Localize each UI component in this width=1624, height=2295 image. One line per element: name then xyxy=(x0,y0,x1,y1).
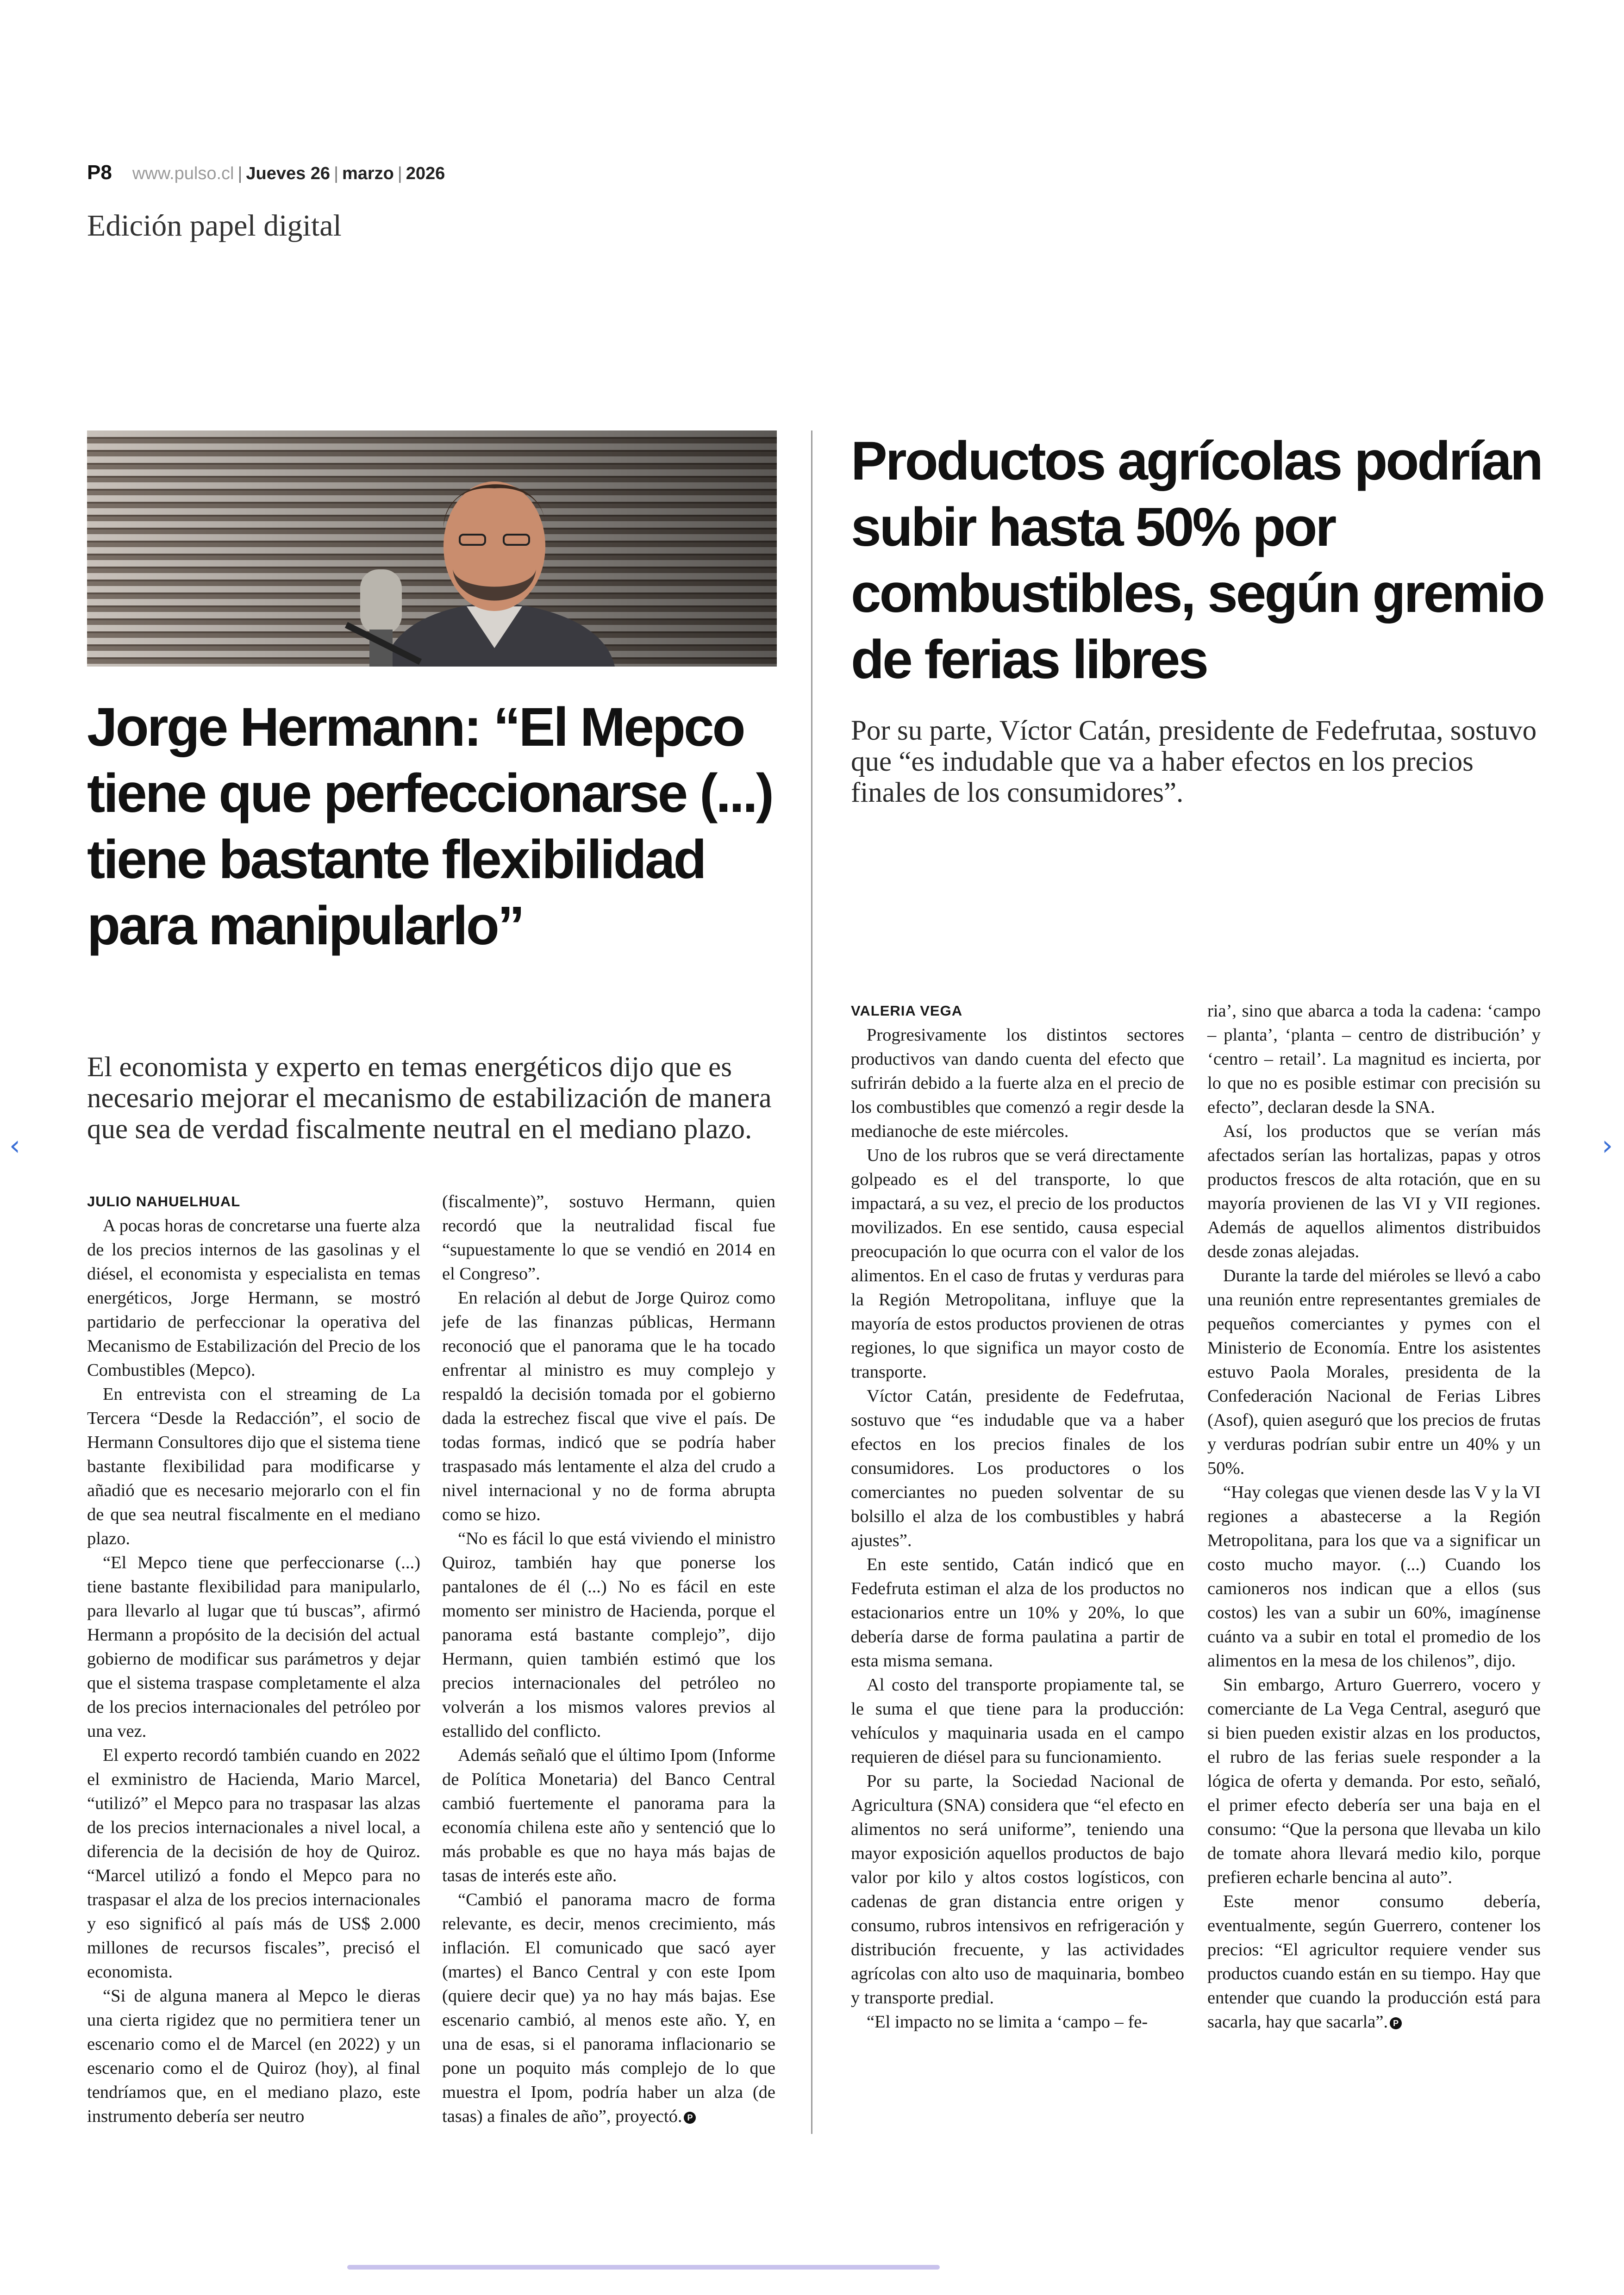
right-byline: VALERIA VEGA xyxy=(851,1003,963,1019)
paragraph: “El impacto no se limita a ‘campo – fe- xyxy=(867,2012,1148,2032)
paragraph: Así, los productos que se verían más afectados serían las hortalizas, papas y otros productos frescos de alta rotación, que en su mayoría provienen de las VI y VII regiones. Además de aquellos alimentos distribuidos desde zonas alejadas. xyxy=(1207,1122,1541,1261)
paragraph: Uno de los rubros que se verá directamente golpeado es el del transporte, lo que impactará, a su vez, el precio de los productos movilizados. En ese sentido, causa especial preocupación lo que ocurra con el valor de los alimentos. En el caso de frutas y verduras para la Región Metropolitana, influye que la mayoría de estos productos provienen de otras regiones, lo que significa un mayor costo de transporte. xyxy=(851,1146,1184,1382)
paragraph: Progresivamente los distintos sectores productivos van dando cuenta del efecto que sufrirán debido a la fuerte alza en el precio de los combustibles que comenzó a regir desde la medianoche de este miércoles. xyxy=(851,1025,1184,1141)
paragraph: “Hay colegas que vienen desde las V y la VI regiones a abastecerse a la Región Metropolitana, para los que va a significar un costo mucho mayor. (...) Cuando los camioneros nos indican que a ellos (sus costos) les van a subir un 60%, imagínense cuánto va a subir en total el promedio de los alimentos en la mesa de los chilenos”, dijo. xyxy=(1207,1483,1541,1671)
paragraph: “Cambió el panorama macro de forma relevante, es decir, menos crecimiento, más inflación. El comunicado que sacó ayer (martes) el Banco Central y con este Ipom (quiere decir que) ya no hay más bajas. Ese escenario cambió, al menos este año. Y, en una de esas, si el panorama inflacionario se pone un poquito más complejo de lo que muestra el Ipom, podría haber un alza (de tasas) a finales de año”, proyectó. P xyxy=(442,1890,775,2126)
page-header: P8 www.pulso.cl | Jueves 26 | marzo | 2026 xyxy=(87,161,445,184)
left-article-column-2 xyxy=(442,1190,775,2128)
issue-day: Jueves 26 xyxy=(246,164,331,183)
right-article-column-2 xyxy=(1207,999,1541,2034)
paragraph: Durante la tarde del miéroles se llevó a cabo una reunión entre representantes gremiales de pequeños comerciantes y pymes con el Ministerio de Economía. Entre los asistentes estuvo Paola Morales, presidenta de la Confederación Nacional de Ferias Libres (Asof), quien aseguró que los precios de frutas y verduras podrían subir entre un 40% y un 50%. xyxy=(1207,1266,1541,1478)
paragraph: “No es fácil lo que está viviendo el ministro Quiroz, también hay que ponerse los pantalones de él (...) No es fácil en este momento ser ministro de Hacienda, porque el panorama está bastante complejo”, dijo Hermann, quien también estimó que los precios internacionales del petróleo no volverán a los mismos valores previos al estallido del conflicto. xyxy=(442,1529,775,1741)
issue-year: 2026 xyxy=(406,164,445,183)
next-page-icon[interactable]: › xyxy=(1602,1129,1613,1162)
paragraph: Este menor consumo debería, eventualmente, según Guerrero, contener los precios: “El agricultor requiere vender sus productos cuando están en su tiempo. Hay que entender que cuando la producción está para sacarla, hay que sacarla”. P xyxy=(1207,1892,1541,2032)
paragraph: ria’, sino que abarca a toda la cadena: ‘campo – planta’, ‘planta – centro de distribución’ y ‘centro – retail’. La magnitud es incierta, por lo que no es posible estimar con precisión su efecto”, declaran desde la SNA. xyxy=(1207,1001,1541,1117)
right-deck: Por su parte, Víctor Catán, presidente de Fedefrutaa, sostuvo que “es indudable que va a haber efectos en los precios finales de los consumidores”. xyxy=(851,715,1537,808)
paragraph: “Si de alguna manera al Mepco le dieras una cierta rigidez que no permitiera tener un escenario como el de Marcel (en 2022) y un escenario como el de Quiroz (hoy), al final tendríamos que, en el mediano plazo, este instrumento debería ser neutro xyxy=(87,1986,420,2126)
right-article-column-1 xyxy=(851,999,1184,2034)
paragraph: Víctor Catán, presidente de Fedefrutaa, sostuvo que “es indudable que va a haber efectos en los precios finales de los consumidores. Los productores o los comerciantes no pueden solventar de su bolsillo el alza de los combustibles y habrá ajustes”. xyxy=(851,1386,1184,1550)
paragraph: Además señaló que el último Ipom (Informe de Política Monetaria) del Banco Central cambió fuertemente el panorama para la economía chilena este año y sentenció que lo más probable es que no haya más bajas de tasas de interés este año. xyxy=(442,1746,775,1885)
left-deck: El economista y experto en temas energéticos dijo que es necesario mejorar el mecanismo de estabilización de manera que sea de verdad fiscalmente neutral en el mediano plazo. xyxy=(87,1052,772,1145)
issue-month: marzo xyxy=(342,164,394,183)
left-byline: JULIO NAHUELHUAL xyxy=(87,1193,241,1210)
paragraph: Por su parte, la Sociedad Nacional de Agricultura (SNA) considera que “el efecto en alimentos no será uniforme”, teniendo una mayor exposición aquellos productos de bajo valor por kilo y altos costos logísticos, con cadenas de gran distancia entre origen y consumo, rubros intensivos en refrigeración y distribución frecuente, y las actividades agrícolas con alto uso de maquinaria, bombeo y transporte predial. xyxy=(851,1771,1184,2008)
edition-label: Edición papel digital xyxy=(87,209,342,243)
paragraph: En este sentido, Catán indicó que en Fedefruta estiman el alza de los productos no estacionarios entre un 10% y 20%, lo que debería darse de forma paulatina a partir de esta misma semana. xyxy=(851,1555,1184,1671)
left-article-column-1 xyxy=(87,1190,420,2128)
site-url[interactable]: www.pulso.cl xyxy=(132,164,234,183)
column-divider xyxy=(811,430,812,2134)
right-headline: Productos agrícolas podrían subir hasta 50% por combustibles, según gremio de ferias libres xyxy=(851,430,1543,690)
paragraph: (fiscalmente)”, sostuvo Hermann, quien recordó que la neutralidad fiscal fue “supuestamente lo que se vendió en 2014 en el Congreso”. xyxy=(442,1192,775,1284)
page-number: P8 xyxy=(87,161,112,184)
paragraph: El experto recordó también cuando en 2022 el exministro de Hacienda, Mario Marcel, “utilizó” el Mepco para no traspasar las alzas de los precios internacionales a nivel local, a diferencia de la decisión de hoy de Quiroz. “Marcel utilizó a fondo el Mepco para no traspasar el alza de los precios internacionales y eso significó al país más de US$ 2.000 millones de recursos fiscales”, precisó el economista. xyxy=(87,1746,420,1982)
paragraph: Sin embargo, Arturo Guerrero, vocero y comerciante de La Vega Central, aseguró que si bien pueden existir alzas en los productos, el rubro de las ferias suele responder a la lógica de oferta y demanda. Por esto, señaló, el primer efecto debería ser una baja en el consumo: “Que la persona que llevaba un kilo de tomate ahora llevará medio kilo, porque prefieren echarle bencina al auto”. xyxy=(1207,1675,1541,1887)
scrollbar[interactable] xyxy=(347,2265,940,2270)
paragraph: “El Mepco tiene que perfeccionarse (...) tiene bastante flexibilidad para manipularlo, para llevarlo al lugar que tú buscas”, afirmó Hermann a propósito de la decisión del actual gobierno de modificar sus parámetros y dejar que el sistema traspase completamente el alza de los precios internacionales del petróleo por una vez. xyxy=(87,1553,420,1741)
left-headline: Jorge Hermann: “El Mepco tiene que perfeccionarse (...) tiene bastante flexibilidad para manipularlo” xyxy=(87,697,773,956)
paragraph: En relación al debut de Jorge Quiroz como jefe de las finanzas públicas, Hermann reconoció que el panorama que le ha tocado enfrentar al ministro es muy complejo y respaldó la decisión tomada por el gobierno dada la estrechez fiscal que vive el país. De todas formas, indicó que se podría haber traspasado más lentamente el alza del crudo a nivel internacional y no de forma abrupta como se hizo. xyxy=(442,1288,775,1524)
paragraph: Al costo del transporte propiamente tal, se le suma el que tiene para la producción: vehículos y maquinaria usada en el campo requieren de diésel para su funcionamiento. xyxy=(851,1675,1184,1767)
end-mark-icon: P xyxy=(1390,2017,1402,2029)
end-mark-icon: P xyxy=(684,2112,696,2124)
paragraph: En entrevista con el streaming de La Tercera “Desde la Redacción”, el socio de Hermann Consultores dijo que el sistema tiene bastante flexibilidad para modificarse y añadió que es necesario mejorarlo con el fin de que sea neutral fiscalmente en el mediano plazo. xyxy=(87,1384,420,1548)
portrait-photo xyxy=(87,430,777,667)
paragraph: A pocas horas de concretarse una fuerte alza de los precios internos de las gasolinas y el diésel, el economista y especialista en temas energéticos, Jorge Hermann, se mostró partidario de perfeccionar la operativa del Mecanismo de Estabilización del Precio de los Combustibles (Mepco). xyxy=(87,1216,420,1380)
previous-page-icon[interactable]: ‹ xyxy=(9,1129,20,1162)
